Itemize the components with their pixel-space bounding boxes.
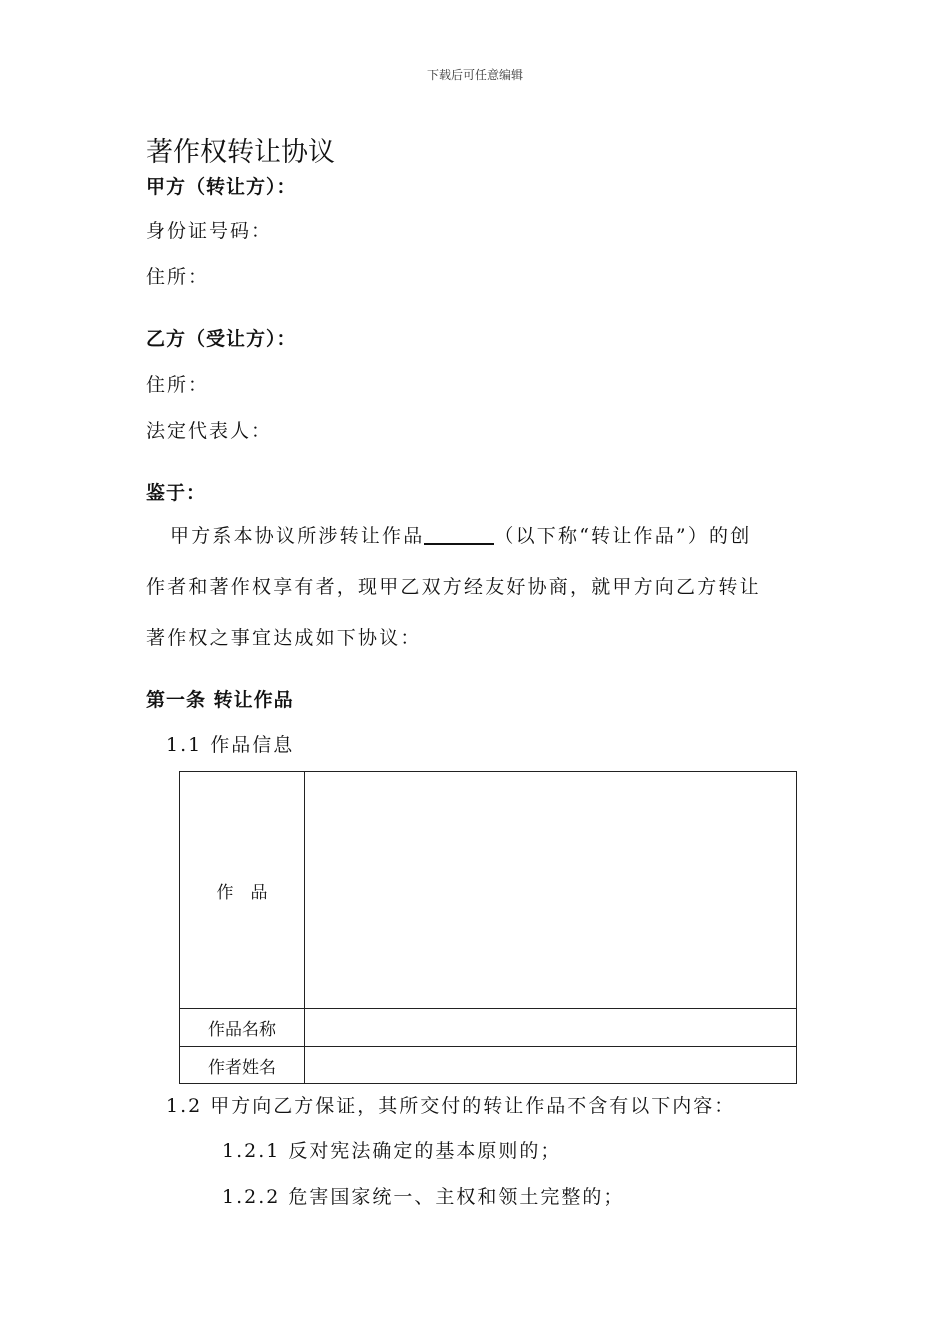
party-a-address-label: 住所： bbox=[146, 266, 210, 288]
table-row-work bbox=[180, 772, 797, 1009]
item-1-2-1: 1.2.1 反对宪法确定的基本原则的； bbox=[222, 1140, 562, 1162]
article-1-heading: 第一条 转让作品 bbox=[146, 689, 294, 711]
party-a-heading: 甲方（转让方）： bbox=[146, 176, 297, 198]
work-name-blank bbox=[424, 525, 494, 545]
work-name-value-cell bbox=[305, 1009, 797, 1047]
party-b-heading: 乙方（受让方）： bbox=[146, 328, 297, 350]
table-row-author bbox=[180, 1047, 797, 1084]
party-a-id-label: 身份证号码： bbox=[146, 220, 273, 242]
work-content-cell bbox=[305, 772, 797, 1009]
whereas-line-2: 作者和著作权享有者，现甲乙双方经友好协商，就甲方向乙方转让 bbox=[146, 576, 761, 598]
header-note: 下载后可任意编辑 bbox=[426, 68, 523, 82]
whereas-line-1-before: 甲方系本协议所涉转让作品 bbox=[170, 525, 425, 547]
author-name-label-cell: 作者姓名 bbox=[180, 1047, 305, 1084]
party-b-rep-label: 法定代表人： bbox=[146, 420, 273, 442]
document-title: 著作权转让协议 bbox=[146, 137, 335, 168]
item-1-2: 1.2 甲方向乙方保证，其所交付的转让作品不含有以下内容： bbox=[166, 1095, 736, 1117]
work-label-cell: 作 品 bbox=[180, 772, 305, 1009]
party-b-address-label: 住所： bbox=[146, 374, 210, 396]
works-table bbox=[179, 771, 797, 1084]
item-1-1: 1.1 作品信息 bbox=[166, 734, 295, 756]
whereas-line-1 bbox=[146, 521, 806, 548]
whereas-line-1-after: （以下称“转让作品”）的创 bbox=[494, 525, 752, 547]
item-1-2-2: 1.2.2 危害国家统一、主权和领土完整的； bbox=[222, 1186, 625, 1208]
work-name-label-cell: 作品名称 bbox=[180, 1009, 305, 1047]
author-name-value-cell bbox=[305, 1047, 797, 1084]
whereas-line-3: 著作权之事宜达成如下协议： bbox=[146, 627, 422, 649]
whereas-heading: 鉴于： bbox=[146, 482, 207, 504]
table-row-name bbox=[180, 1009, 797, 1047]
